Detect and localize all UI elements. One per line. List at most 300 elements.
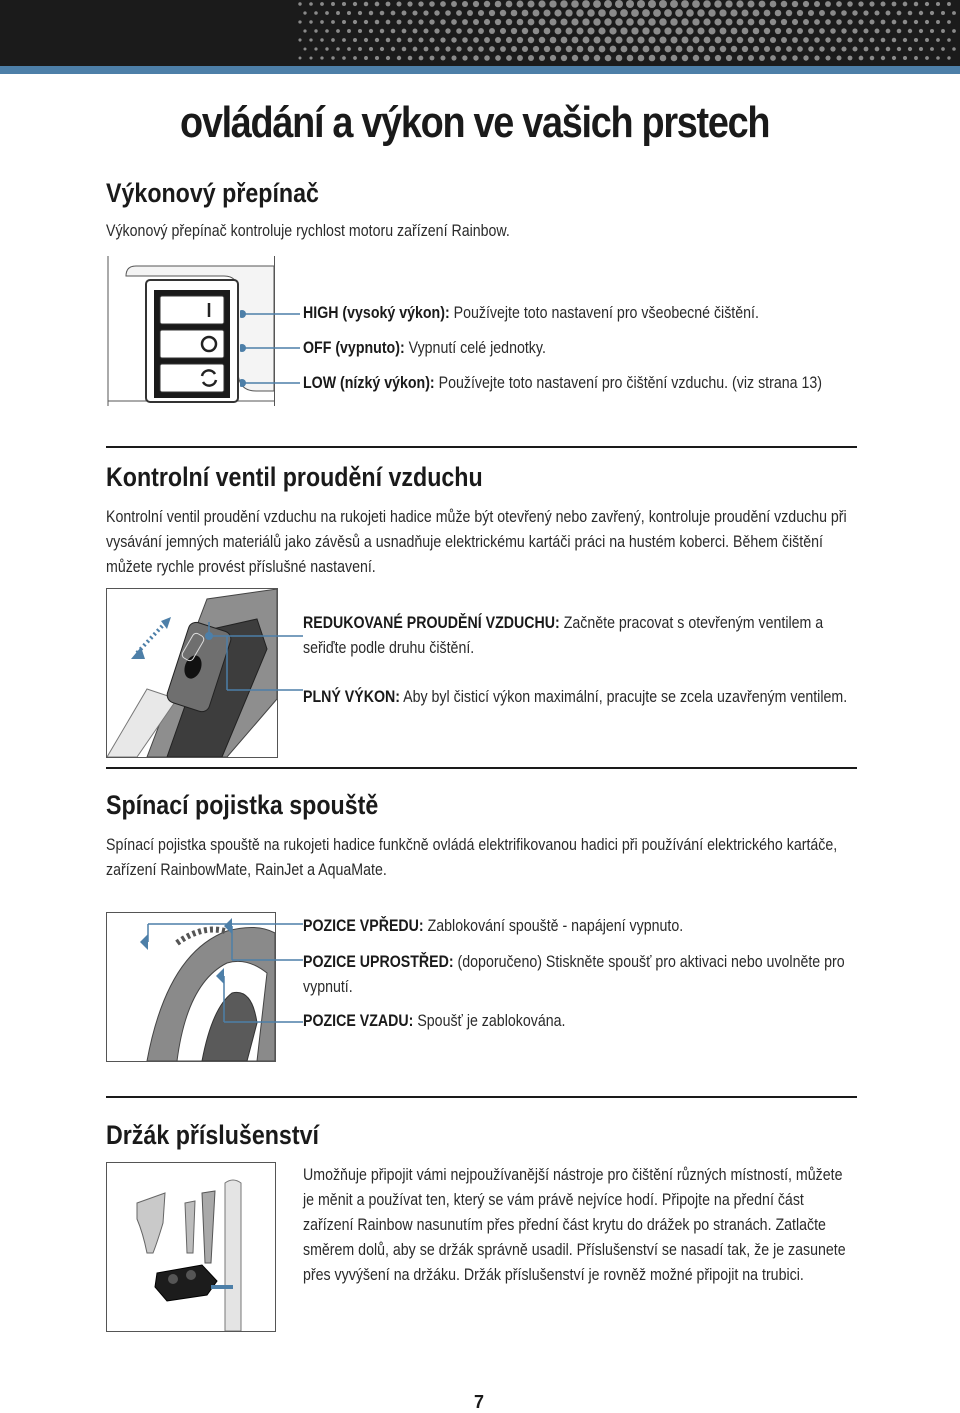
header-dot xyxy=(770,55,776,61)
header-dot xyxy=(648,0,656,8)
header-dot xyxy=(914,20,918,24)
airflow-reduced-item: REDUKOVANÉ PROUDĚNÍ VZDUCHU: Začněte pracovat s otevřeným ventilem a seřiďte podle druhu čištění. xyxy=(303,614,824,657)
header-dot xyxy=(299,57,302,60)
header-dot xyxy=(925,56,929,60)
header-dot xyxy=(830,46,835,51)
section-body-accessory-holder: Umožňuje připojit vámi nejpoužívanější nástroje pro čištění různých místností, můžete je měnit a používat ten, který se vám právě nejvíce hodí. Připojte na přední část zařízení Rainbow nasunutím přes přední část krytu do drážek po stranách. Zatlačte směrem dolů, aby se držák správně usadil. Příslušenství se nasadí tak, že je zasunete přes vyvýšení na držáku. Držák příslušenství je rovněž možné připojit na trubici. xyxy=(303,1166,846,1284)
power-low-item: LOW (nízký výkon): Používejte toto nastavení pro čištění vzduchu. (viz strana 13) xyxy=(303,374,822,392)
header-dot xyxy=(500,28,506,34)
header-dot xyxy=(709,46,716,53)
header-dot xyxy=(342,38,346,42)
header-dot xyxy=(593,0,601,8)
header-dot xyxy=(386,2,391,7)
header-dot xyxy=(836,1,842,7)
header-dot xyxy=(797,46,803,52)
header-dot xyxy=(517,37,523,43)
header-dot xyxy=(792,55,798,61)
header-dot xyxy=(462,19,468,25)
header-dot xyxy=(358,47,362,51)
section-divider xyxy=(106,1096,857,1098)
header-dot xyxy=(320,2,324,6)
header-dot xyxy=(375,20,380,25)
header-dot xyxy=(298,2,301,5)
header-dot xyxy=(303,47,306,50)
header-dot xyxy=(587,27,594,34)
header-dot xyxy=(792,37,798,43)
airflow-full-item: PLNÝ VÝKON: Aby byl čisticí výkon maximální, pracujte se zcela uzavřeným ventilem. xyxy=(303,688,848,706)
header-dot xyxy=(659,0,667,8)
section-title-power-switch: Výkonový přepínač xyxy=(106,178,319,208)
header-dot xyxy=(925,38,929,42)
header-dot xyxy=(930,11,934,15)
header-dot xyxy=(616,55,623,62)
header-dot xyxy=(544,46,550,52)
header-dot xyxy=(331,56,334,59)
header-dot xyxy=(863,10,868,15)
header-dot xyxy=(730,9,737,16)
header-dot xyxy=(347,11,351,15)
header-dot xyxy=(430,56,435,61)
header-dot xyxy=(445,28,450,33)
header-dot xyxy=(770,1,777,8)
header-dot xyxy=(836,37,841,42)
header-dot xyxy=(429,19,434,24)
header-dot xyxy=(467,28,473,34)
header-dot xyxy=(528,37,534,43)
header-dot xyxy=(391,29,396,34)
header-dot xyxy=(620,27,627,34)
header-dot xyxy=(737,37,744,44)
header-dot xyxy=(648,18,656,26)
header-dot xyxy=(605,55,612,62)
header-dot xyxy=(566,46,573,53)
header-dot xyxy=(309,20,312,23)
header-dot xyxy=(903,56,907,60)
header-dot xyxy=(314,11,318,15)
header-dot xyxy=(609,27,616,34)
header-dot xyxy=(947,38,951,42)
header-dot xyxy=(708,9,715,16)
header-dot xyxy=(543,9,550,16)
header-dot xyxy=(364,2,368,6)
header-dot xyxy=(419,38,424,43)
header-dot xyxy=(881,20,886,25)
header-dot xyxy=(870,56,875,61)
header-dot xyxy=(434,28,439,33)
header-dot xyxy=(759,55,765,61)
header-dot xyxy=(631,27,638,34)
header-dot xyxy=(386,20,391,25)
header-dot xyxy=(726,37,733,44)
header-dot xyxy=(484,55,490,61)
header-dot xyxy=(582,18,589,25)
header-dot xyxy=(892,2,897,7)
header-dot xyxy=(908,47,912,51)
header-dot xyxy=(676,46,683,53)
header-dot xyxy=(627,55,634,62)
header-dot xyxy=(797,28,803,34)
header-dot xyxy=(692,18,699,25)
header-dot xyxy=(781,19,787,25)
header-dot xyxy=(364,38,368,42)
header-dot xyxy=(892,56,896,60)
header-dot xyxy=(886,47,891,52)
header-dot xyxy=(320,56,323,59)
header-dot xyxy=(506,37,512,43)
header-dot xyxy=(814,37,820,43)
header-dot xyxy=(353,20,357,24)
header-dot xyxy=(952,29,956,33)
header-dot xyxy=(664,9,672,17)
header-dot xyxy=(742,28,749,35)
accessory-holder-illustration xyxy=(107,1163,275,1331)
header-dot xyxy=(875,47,880,52)
header-dot xyxy=(500,46,506,52)
header-dot xyxy=(631,9,639,17)
header-dot xyxy=(659,36,666,43)
header-dot xyxy=(489,46,495,52)
header-dot xyxy=(637,0,645,8)
header-dot xyxy=(908,29,912,33)
header-dot xyxy=(445,46,450,51)
header-dot xyxy=(429,1,435,7)
header-dot xyxy=(781,37,787,43)
header-dot xyxy=(577,46,584,53)
header-dot xyxy=(714,0,721,7)
header-dot xyxy=(897,11,902,16)
header-dot xyxy=(511,28,517,34)
header-dot xyxy=(681,0,689,8)
header-dot xyxy=(615,0,623,8)
header-dot xyxy=(664,27,671,34)
header-dot xyxy=(478,10,484,16)
header-dot xyxy=(660,55,667,62)
header-dot xyxy=(770,37,776,43)
header-dot xyxy=(781,1,788,8)
header-dot xyxy=(375,2,380,7)
header-dot xyxy=(875,29,880,34)
header-dot xyxy=(825,37,830,42)
header-dot xyxy=(726,55,732,61)
header-dot xyxy=(434,10,439,15)
header-dot xyxy=(445,10,451,16)
header-dot xyxy=(522,28,528,34)
header-dot xyxy=(687,46,694,53)
header-dot xyxy=(347,29,351,33)
header-dot xyxy=(560,18,567,25)
header-dot xyxy=(539,37,546,44)
header-dot xyxy=(698,46,705,53)
header-dot xyxy=(572,37,579,44)
accessory-holder-figure xyxy=(106,1162,276,1332)
header-dot xyxy=(412,10,417,15)
header-dot xyxy=(495,1,502,8)
header-dot xyxy=(825,55,830,60)
header-dot xyxy=(886,11,891,16)
header-dot xyxy=(375,38,379,42)
header-dot xyxy=(451,37,456,42)
header-dot xyxy=(358,11,362,15)
header-dot xyxy=(429,37,434,42)
header-dot xyxy=(544,28,551,35)
header-dot xyxy=(881,2,886,7)
header-dot xyxy=(897,29,902,34)
header-dot xyxy=(539,19,546,26)
header-dot xyxy=(753,28,760,35)
header-dot xyxy=(555,46,561,52)
header-dot xyxy=(517,1,524,8)
trigger-callout-lines xyxy=(140,918,305,1048)
header-dot xyxy=(314,47,317,50)
header-dot xyxy=(605,37,612,44)
header-dot xyxy=(903,2,908,7)
header-dot xyxy=(671,37,678,44)
header-dot xyxy=(808,10,814,16)
header-dot xyxy=(358,29,362,33)
header-dot xyxy=(369,11,373,15)
header-dot xyxy=(566,28,573,35)
header-dot xyxy=(892,20,897,25)
header-dot xyxy=(397,38,402,43)
header-dot xyxy=(720,46,727,53)
header-dot xyxy=(670,0,678,8)
header-dot xyxy=(325,47,328,50)
header-dot xyxy=(648,36,655,43)
header-dot xyxy=(903,20,907,24)
header-dot xyxy=(386,56,390,60)
header-dot xyxy=(703,0,711,8)
header-dot xyxy=(681,18,688,25)
header-dot xyxy=(462,37,468,43)
header-dot xyxy=(786,10,792,16)
header-dot xyxy=(748,37,754,43)
header-dot xyxy=(825,19,831,25)
dot-pattern-decoration xyxy=(0,0,960,66)
section-body-airflow-valve: Kontrolní ventil proudění vzduchu na rukojeti hadice může být otevřený nebo zavřený, kontroluje proudění vzduchu při vysávání jemných materiálů jako závěsů a usnadňuje elektrickému kartáči práci na hustém koberci. Během čištění můžete rychle provést příslušné nastavení. xyxy=(106,508,847,576)
header-dot xyxy=(478,28,484,34)
header-dot xyxy=(407,19,412,24)
header-dot xyxy=(853,47,858,52)
header-dot xyxy=(830,10,836,16)
header-dot xyxy=(598,9,606,17)
header-dot xyxy=(941,11,945,15)
trigger-middle-item: POZICE UPROSTŘED: (doporučeno) Stiskněte spoušť pro aktivaci nebo uvolněte pro vypnutí. xyxy=(303,953,845,996)
header-dot xyxy=(736,0,743,7)
header-dot xyxy=(808,46,814,52)
header-dot xyxy=(380,11,385,16)
header-dot xyxy=(489,28,495,34)
header-dot xyxy=(941,47,945,51)
header-dot xyxy=(342,20,346,24)
header-dot xyxy=(375,56,379,60)
header-dot xyxy=(841,10,847,16)
header-dot xyxy=(731,46,737,52)
header-dot xyxy=(462,1,468,7)
header-dot xyxy=(837,56,842,61)
header-dot xyxy=(847,19,852,24)
header-dot xyxy=(914,2,918,6)
header-dot xyxy=(704,37,711,44)
header-dot xyxy=(770,19,776,25)
page-title: ovládání a výkon ve vašich prstech xyxy=(180,98,770,147)
header-dot xyxy=(797,10,803,16)
header-dot xyxy=(819,10,825,16)
header-dot xyxy=(440,19,446,25)
header-dot xyxy=(653,9,661,17)
header-dot xyxy=(331,2,335,6)
header-dot xyxy=(320,20,324,24)
header-dot xyxy=(451,55,456,60)
header-dot xyxy=(764,46,770,52)
header-dot xyxy=(408,56,413,61)
header-dot xyxy=(325,29,329,33)
header-dot xyxy=(792,1,798,7)
header-dot xyxy=(331,38,335,42)
header-dot xyxy=(621,46,628,53)
header-dot xyxy=(594,37,601,44)
header-dot xyxy=(819,46,824,51)
header-dot xyxy=(533,10,540,17)
header-dot xyxy=(303,29,306,32)
header-dot xyxy=(413,47,418,52)
header-dot xyxy=(396,1,401,6)
header-dot xyxy=(753,46,759,52)
header-dot xyxy=(576,9,583,16)
header-dot xyxy=(561,37,568,44)
header-dot xyxy=(402,29,407,34)
header-dot xyxy=(836,19,842,25)
header-dot xyxy=(440,1,446,7)
header-dot xyxy=(704,55,710,61)
header-dot xyxy=(539,55,545,61)
header-dot xyxy=(726,19,733,26)
header-dot xyxy=(309,2,313,6)
header-dot xyxy=(538,0,545,7)
header-dot xyxy=(731,28,738,35)
header-dot xyxy=(473,1,479,7)
header-dot xyxy=(919,47,923,51)
header-dot xyxy=(925,20,929,24)
header-dot xyxy=(582,0,590,8)
header-dot xyxy=(719,9,726,16)
header-dot xyxy=(919,29,923,33)
header-dot xyxy=(309,56,312,59)
header-dot xyxy=(571,0,579,8)
header-dot xyxy=(495,19,501,25)
header-dot xyxy=(522,46,528,52)
header-dot xyxy=(709,28,716,35)
header-dot xyxy=(484,19,490,25)
header-dot xyxy=(517,19,524,26)
header-dot xyxy=(550,55,556,61)
header-dot xyxy=(814,1,820,7)
header-dot xyxy=(919,11,923,15)
header-dot xyxy=(527,0,534,7)
header-dot xyxy=(528,55,534,61)
header-dot xyxy=(620,9,628,17)
header-dot xyxy=(725,0,732,7)
header-dot xyxy=(642,9,650,17)
header-dot xyxy=(571,18,578,25)
header-dot xyxy=(402,11,407,16)
header-dot xyxy=(692,0,700,8)
header-dot xyxy=(952,47,956,51)
header-dot xyxy=(325,11,329,15)
header-dot xyxy=(852,10,857,15)
header-dot xyxy=(903,38,907,42)
header-dot xyxy=(693,37,700,44)
header-dot xyxy=(632,46,639,53)
header-dot xyxy=(858,1,863,6)
header-dot xyxy=(764,10,771,17)
header-dot xyxy=(819,28,825,34)
header-dot xyxy=(495,55,501,61)
header-dot xyxy=(576,27,583,34)
header-dot xyxy=(753,10,760,17)
header-dot xyxy=(369,29,373,33)
header-dot xyxy=(550,37,557,44)
header-dot xyxy=(803,1,809,7)
header-dot xyxy=(858,19,863,24)
header-dot xyxy=(424,47,429,52)
header-dot xyxy=(495,37,501,43)
header-dot xyxy=(353,38,357,42)
header-dot xyxy=(418,19,423,24)
header-dot xyxy=(863,28,868,33)
header-dot xyxy=(522,10,529,17)
header-dot xyxy=(413,29,418,34)
header-band xyxy=(0,0,960,66)
header-dot xyxy=(555,28,562,35)
header-dot xyxy=(336,29,340,33)
header-dot xyxy=(808,28,814,34)
header-dot xyxy=(342,2,346,6)
header-dot xyxy=(947,56,950,59)
header-dot xyxy=(467,46,472,51)
header-dot xyxy=(456,10,462,16)
header-dot xyxy=(331,20,335,24)
header-dot xyxy=(419,56,424,61)
header-dot xyxy=(451,1,457,7)
header-dot xyxy=(715,55,721,61)
header-dot xyxy=(936,20,940,24)
header-dot xyxy=(336,47,340,51)
header-accent-rule xyxy=(0,66,960,74)
header-dot xyxy=(467,10,473,16)
header-dot xyxy=(604,18,611,25)
header-dot xyxy=(598,27,605,34)
header-dot xyxy=(775,10,782,17)
header-dot xyxy=(830,28,836,34)
header-dot xyxy=(517,55,523,61)
header-dot xyxy=(314,29,317,32)
header-dot xyxy=(825,1,831,7)
header-dot xyxy=(473,55,478,60)
header-dot xyxy=(748,1,755,8)
header-dot xyxy=(320,38,323,41)
header-dot xyxy=(870,20,875,25)
header-dot xyxy=(615,36,622,43)
header-dot xyxy=(298,38,301,41)
header-dot xyxy=(947,20,951,24)
header-dot xyxy=(930,29,934,33)
header-dot xyxy=(369,47,373,51)
header-dot xyxy=(599,46,606,53)
header-dot xyxy=(565,9,572,16)
power-off-item: OFF (vypnuto): Vypnutí celé jednotky. xyxy=(303,339,546,357)
header-dot xyxy=(859,56,864,61)
section-title-trigger-lock: Spínací pojistka spouště xyxy=(106,790,379,820)
